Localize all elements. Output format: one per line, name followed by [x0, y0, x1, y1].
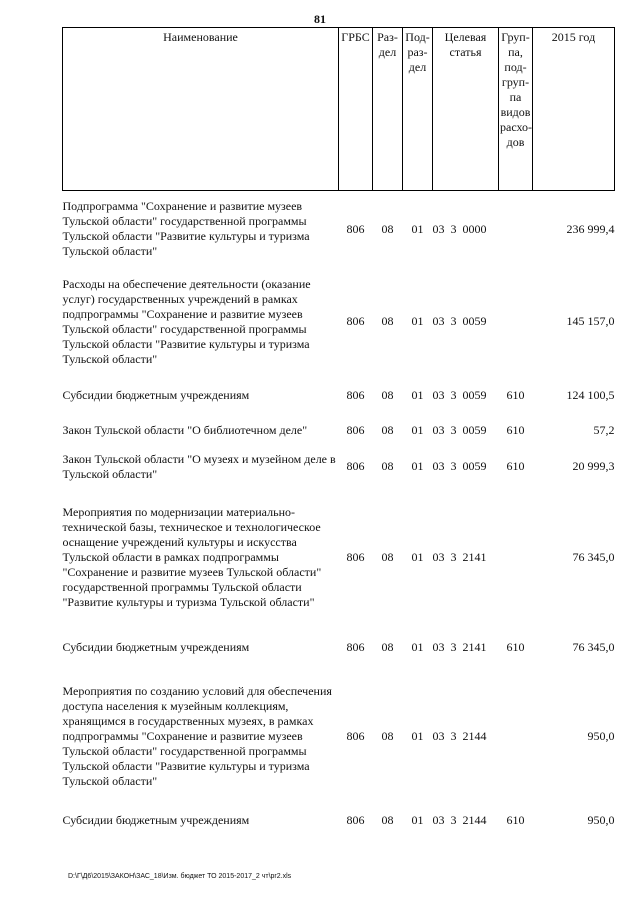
row-razdel: 08 — [381, 459, 394, 473]
row-group: 610 — [506, 388, 525, 402]
row-group — [499, 268, 533, 376]
row-grbs: 806 — [346, 388, 365, 402]
header-grbs: ГРБС — [339, 28, 373, 191]
row-grbs: 806 — [346, 640, 365, 654]
row-podrazdel: 01 — [411, 423, 424, 437]
row-grbs: 806 — [346, 459, 365, 473]
header-name: Наименование — [63, 28, 339, 191]
row-amount: 950,0 — [587, 813, 615, 827]
row-amount: 950,0 — [587, 729, 615, 743]
row-target: 03 3 2141 — [432, 640, 487, 654]
row-grbs: 806 — [346, 813, 365, 827]
row-amount: 236 999,4 — [566, 221, 615, 236]
row-grbs: 806 — [346, 729, 365, 743]
row-target: 03 3 0059 — [432, 459, 487, 473]
row-grbs: 806 — [346, 550, 365, 564]
header-year: 2015 год — [533, 28, 615, 191]
row-amount: 124 100,5 — [566, 388, 615, 402]
table-row — [63, 191, 615, 268]
header-group: Груп- па, под- груп- па видов расхо- дов — [499, 28, 533, 191]
row-amount: 57,2 — [593, 423, 615, 437]
row-name: Субсидии бюджетным учреждениям — [62, 640, 250, 654]
row-name: Закон Тульской области "О библиотечном деле" — [62, 423, 308, 437]
row-target: 03 3 0059 — [432, 314, 487, 328]
header-target: Целевая статья — [433, 28, 499, 191]
row-grbs: 806 — [346, 423, 365, 437]
header-row — [63, 28, 615, 191]
row-group: 610 — [506, 459, 525, 473]
row-target: 03 3 0059 — [432, 388, 487, 402]
page-number: 81 — [314, 12, 326, 26]
row-podrazdel: 01 — [411, 550, 424, 564]
row-name: Мероприятия по модернизации материально-технической базы, техническое и технологическое оснащение учреждений культуры и искусства Тульской области в рамках подпрограммы "Сохранение и развитие музеев Тульской области" государственной программы Тульской области "Развитие культуры и туризма Тульской области" — [62, 505, 322, 609]
table-row — [63, 446, 615, 488]
row-amount: 76 345,0 — [572, 550, 615, 564]
table-row — [63, 628, 615, 668]
row-razdel: 08 — [381, 221, 394, 236]
row-name: Закон Тульской области "О музеях и музейном деле в Тульской области" — [62, 451, 336, 481]
row-target: 03 3 2141 — [432, 550, 487, 564]
header-podrazdel: Под- раз- дел — [403, 28, 433, 191]
row-target: 03 3 0000 — [432, 221, 487, 236]
budget-table — [62, 27, 615, 836]
row-podrazdel: 01 — [411, 640, 424, 654]
row-razdel: 08 — [381, 314, 394, 328]
row-amount: 76 345,0 — [572, 640, 615, 654]
file-path-footer: D:\Г\Д6\2015\ЗАКОН\ЗАС_18\Изм. бюджет ТО 2015-2017_2 чт\pr2.xls — [68, 873, 292, 880]
row-group — [499, 668, 533, 806]
row-razdel: 08 — [381, 813, 394, 827]
row-group: 610 — [506, 640, 525, 654]
row-group — [499, 191, 533, 268]
row-name: Подпрограмма "Сохранение и развитие музеев Тульской области" государственной программы Тульской области "Развитие культуры и туризма Тульской области" — [62, 199, 310, 259]
row-podrazdel: 01 — [411, 221, 424, 236]
row-razdel: 08 — [381, 640, 394, 654]
row-group: 610 — [506, 813, 525, 827]
row-razdel: 08 — [381, 423, 394, 437]
row-name: Субсидии бюджетным учреждениям — [62, 388, 250, 402]
row-target: 03 3 2144 — [432, 729, 487, 743]
row-grbs: 806 — [346, 314, 365, 328]
table-row — [63, 416, 615, 446]
row-group: 610 — [506, 423, 525, 437]
row-podrazdel: 01 — [411, 813, 424, 827]
row-amount: 145 157,0 — [566, 314, 615, 328]
row-group — [499, 488, 533, 628]
row-podrazdel: 01 — [411, 314, 424, 328]
row-target: 03 3 0059 — [432, 423, 487, 437]
row-grbs: 806 — [346, 221, 365, 236]
table-row — [63, 806, 615, 836]
row-name: Расходы на обеспечение деятельности (оказание услуг) государственных учреждений в рамках подпрограммы "Сохранение и развитие музеев Тульской области" государственной программы Тульской области "Развитие культуры и туризма Тульской области" — [62, 276, 311, 366]
row-name: Мероприятия по созданию условий для обеспечения доступа населения к музейным коллекциям, хранящимся в государственных музеях, в рамках подпрограммы "Сохранение и развитие музеев Тульской области" государственной программы Тульской области "Развитие культуры и туризма Тульской области" — [62, 684, 332, 788]
table-row — [63, 376, 615, 416]
row-amount: 20 999,3 — [572, 459, 615, 473]
table-row — [63, 268, 615, 376]
header-razdel: Раз- дел — [373, 28, 403, 191]
row-razdel: 08 — [381, 550, 394, 564]
row-name: Субсидии бюджетным учреждениям — [62, 813, 250, 827]
table-row — [63, 488, 615, 628]
row-target: 03 3 2144 — [432, 813, 487, 827]
row-razdel: 08 — [381, 729, 394, 743]
table-row — [63, 668, 615, 806]
row-razdel: 08 — [381, 388, 394, 402]
row-podrazdel: 01 — [411, 729, 424, 743]
row-podrazdel: 01 — [411, 459, 424, 473]
row-podrazdel: 01 — [411, 388, 424, 402]
